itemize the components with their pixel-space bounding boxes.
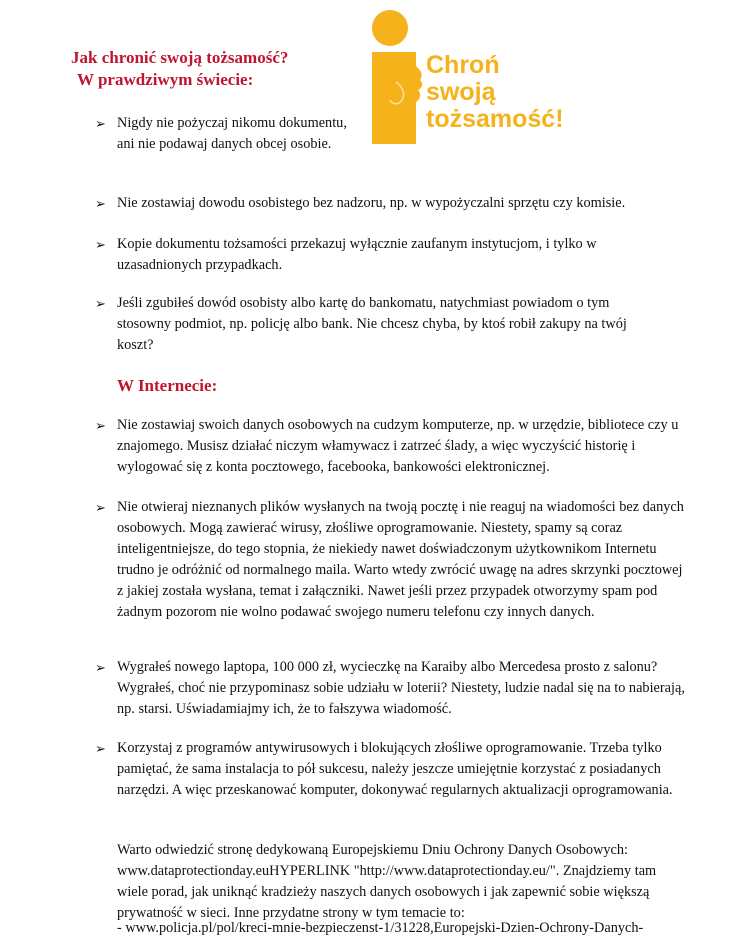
logo-line-3: tożsamość! bbox=[426, 105, 564, 133]
bullet-arrow-icon: ➢ bbox=[95, 500, 106, 515]
bullet-arrow-icon: ➢ bbox=[95, 418, 106, 433]
list-item-text: Nie zostawiaj dowodu osobistego bez nadzoru, np. w wypożyczalni sprzętu czy komisie. bbox=[117, 195, 626, 211]
chron-swoja-tozsamosc-logo bbox=[362, 4, 562, 154]
bullet-arrow-icon: ➢ bbox=[95, 116, 106, 131]
link-line[interactable]: - www.policja.pl/pol/kreci-mnie-bezpieczenst-1/31228,Europejski-Dzien-Ochrony-Danych- bbox=[117, 920, 644, 936]
list-item bbox=[95, 293, 665, 356]
closing-paragraph: Warto odwiedzić stronę dedykowaną Europejskiemu Dniu Ochrony Danych Osobowych: www.dataprotectionday.euHYPERLINK "http://www.dataprotectionday.eu/". Znajdziemy tam wiele porad, jak uniknąć kradzieży naszych danych osobowych i jak zapewnić sobie większą prywatność w sieci. Inne przydatne strony w tym temacie to: bbox=[117, 842, 657, 921]
section-heading-internet: W Internecie: bbox=[117, 376, 218, 395]
list-item-text: Nie zostawiaj swoich danych osobowych na cudzym komputerze, np. w urzędzie, bibliotece czy u znajomego. Musisz działać niczym włamywacz i zatrzeć ślady, a więc wyczyścić historię i wylogować się z konta pocztowego, facebooka, bankowości elektronicznej. bbox=[117, 417, 679, 475]
list-item bbox=[95, 234, 667, 276]
list-item-text: Nie otwieraj nieznanych plików wysłanych na twoją pocztę i nie reaguj na wiadomości bez danych osobowych. Mogą zawierać wirusy, złośliwe oprogramowanie. Niestety, spamy są coraz inteligentniejsze, do tego stopnia, że niekiedy nawet doświadczonym użytkownikom Internetu trudno je odróżnić od normalnego maila. Warto wtedy zwrócić uwagę na adres skrzynki pocztowej z jakiej została wysłana, temat i załączniki. Nawet jeśli przez przypadek otworzymy spam pod żadnym pozorom nie wolno podawać swojego numeru telefonu czy innych danych. bbox=[117, 499, 684, 620]
list-item bbox=[95, 657, 685, 720]
bullet-arrow-icon: ➢ bbox=[95, 660, 106, 675]
bullet-arrow-icon: ➢ bbox=[95, 296, 106, 311]
list-item bbox=[95, 415, 685, 478]
logo-line-1: Chroń bbox=[426, 51, 500, 79]
list-item bbox=[95, 113, 350, 155]
list-item-text: Wygrałeś nowego laptopa, 100 000 zł, wycieczkę na Karaiby albo Mercedesa prosto z salonu? Wygrałeś, choć nie przypominasz sobie udziału w loterii? Niestety, ludzie nadal się na to nabierają, np. starsi. Uświadamiajmy ich, że to fałszywa wiadomość. bbox=[117, 659, 685, 717]
list-item-text: Korzystaj z programów antywirusowych i blokujących złośliwe oprogramowanie. Trzeba tylko pamiętać, że sama instalacja to pół sukcesu, należy jeszcze umiejętnie korzystać z posiadanych narzędzi. A więc przeskanować komputer, dokonywać regularnych aktualizacji oprogramowania. bbox=[117, 740, 673, 798]
bullet-arrow-icon: ➢ bbox=[95, 741, 106, 756]
section-heading-real-world: W prawdziwym świecie: bbox=[77, 70, 254, 89]
bullet-arrow-icon: ➢ bbox=[95, 237, 106, 252]
list-item-text: Nigdy nie pożyczaj nikomu dokumentu, ani nie podawaj danych obcej osobie. bbox=[117, 115, 347, 152]
list-item-text: Kopie dokumentu tożsamości przekazuj wyłącznie zaufanym instytucjom, i tylko w uzasadnionych przypadkach. bbox=[117, 236, 597, 273]
bullet-arrow-icon: ➢ bbox=[95, 196, 106, 211]
main-heading: Jak chronić swoją tożsamość? bbox=[71, 48, 289, 67]
list-item bbox=[95, 497, 685, 623]
logo-text bbox=[426, 52, 564, 133]
logo-line-2: swoją bbox=[426, 78, 496, 106]
list-item bbox=[95, 193, 685, 214]
list-item bbox=[95, 738, 685, 801]
list-item-text: Jeśli zgubiłeś dowód osobisty albo kartę do bankomatu, natychmiast powiadom o tym stosowny podmiot, np. policję albo bank. Nie chcesz chyba, by ktoś robił zakupy na twój koszt? bbox=[117, 295, 627, 353]
